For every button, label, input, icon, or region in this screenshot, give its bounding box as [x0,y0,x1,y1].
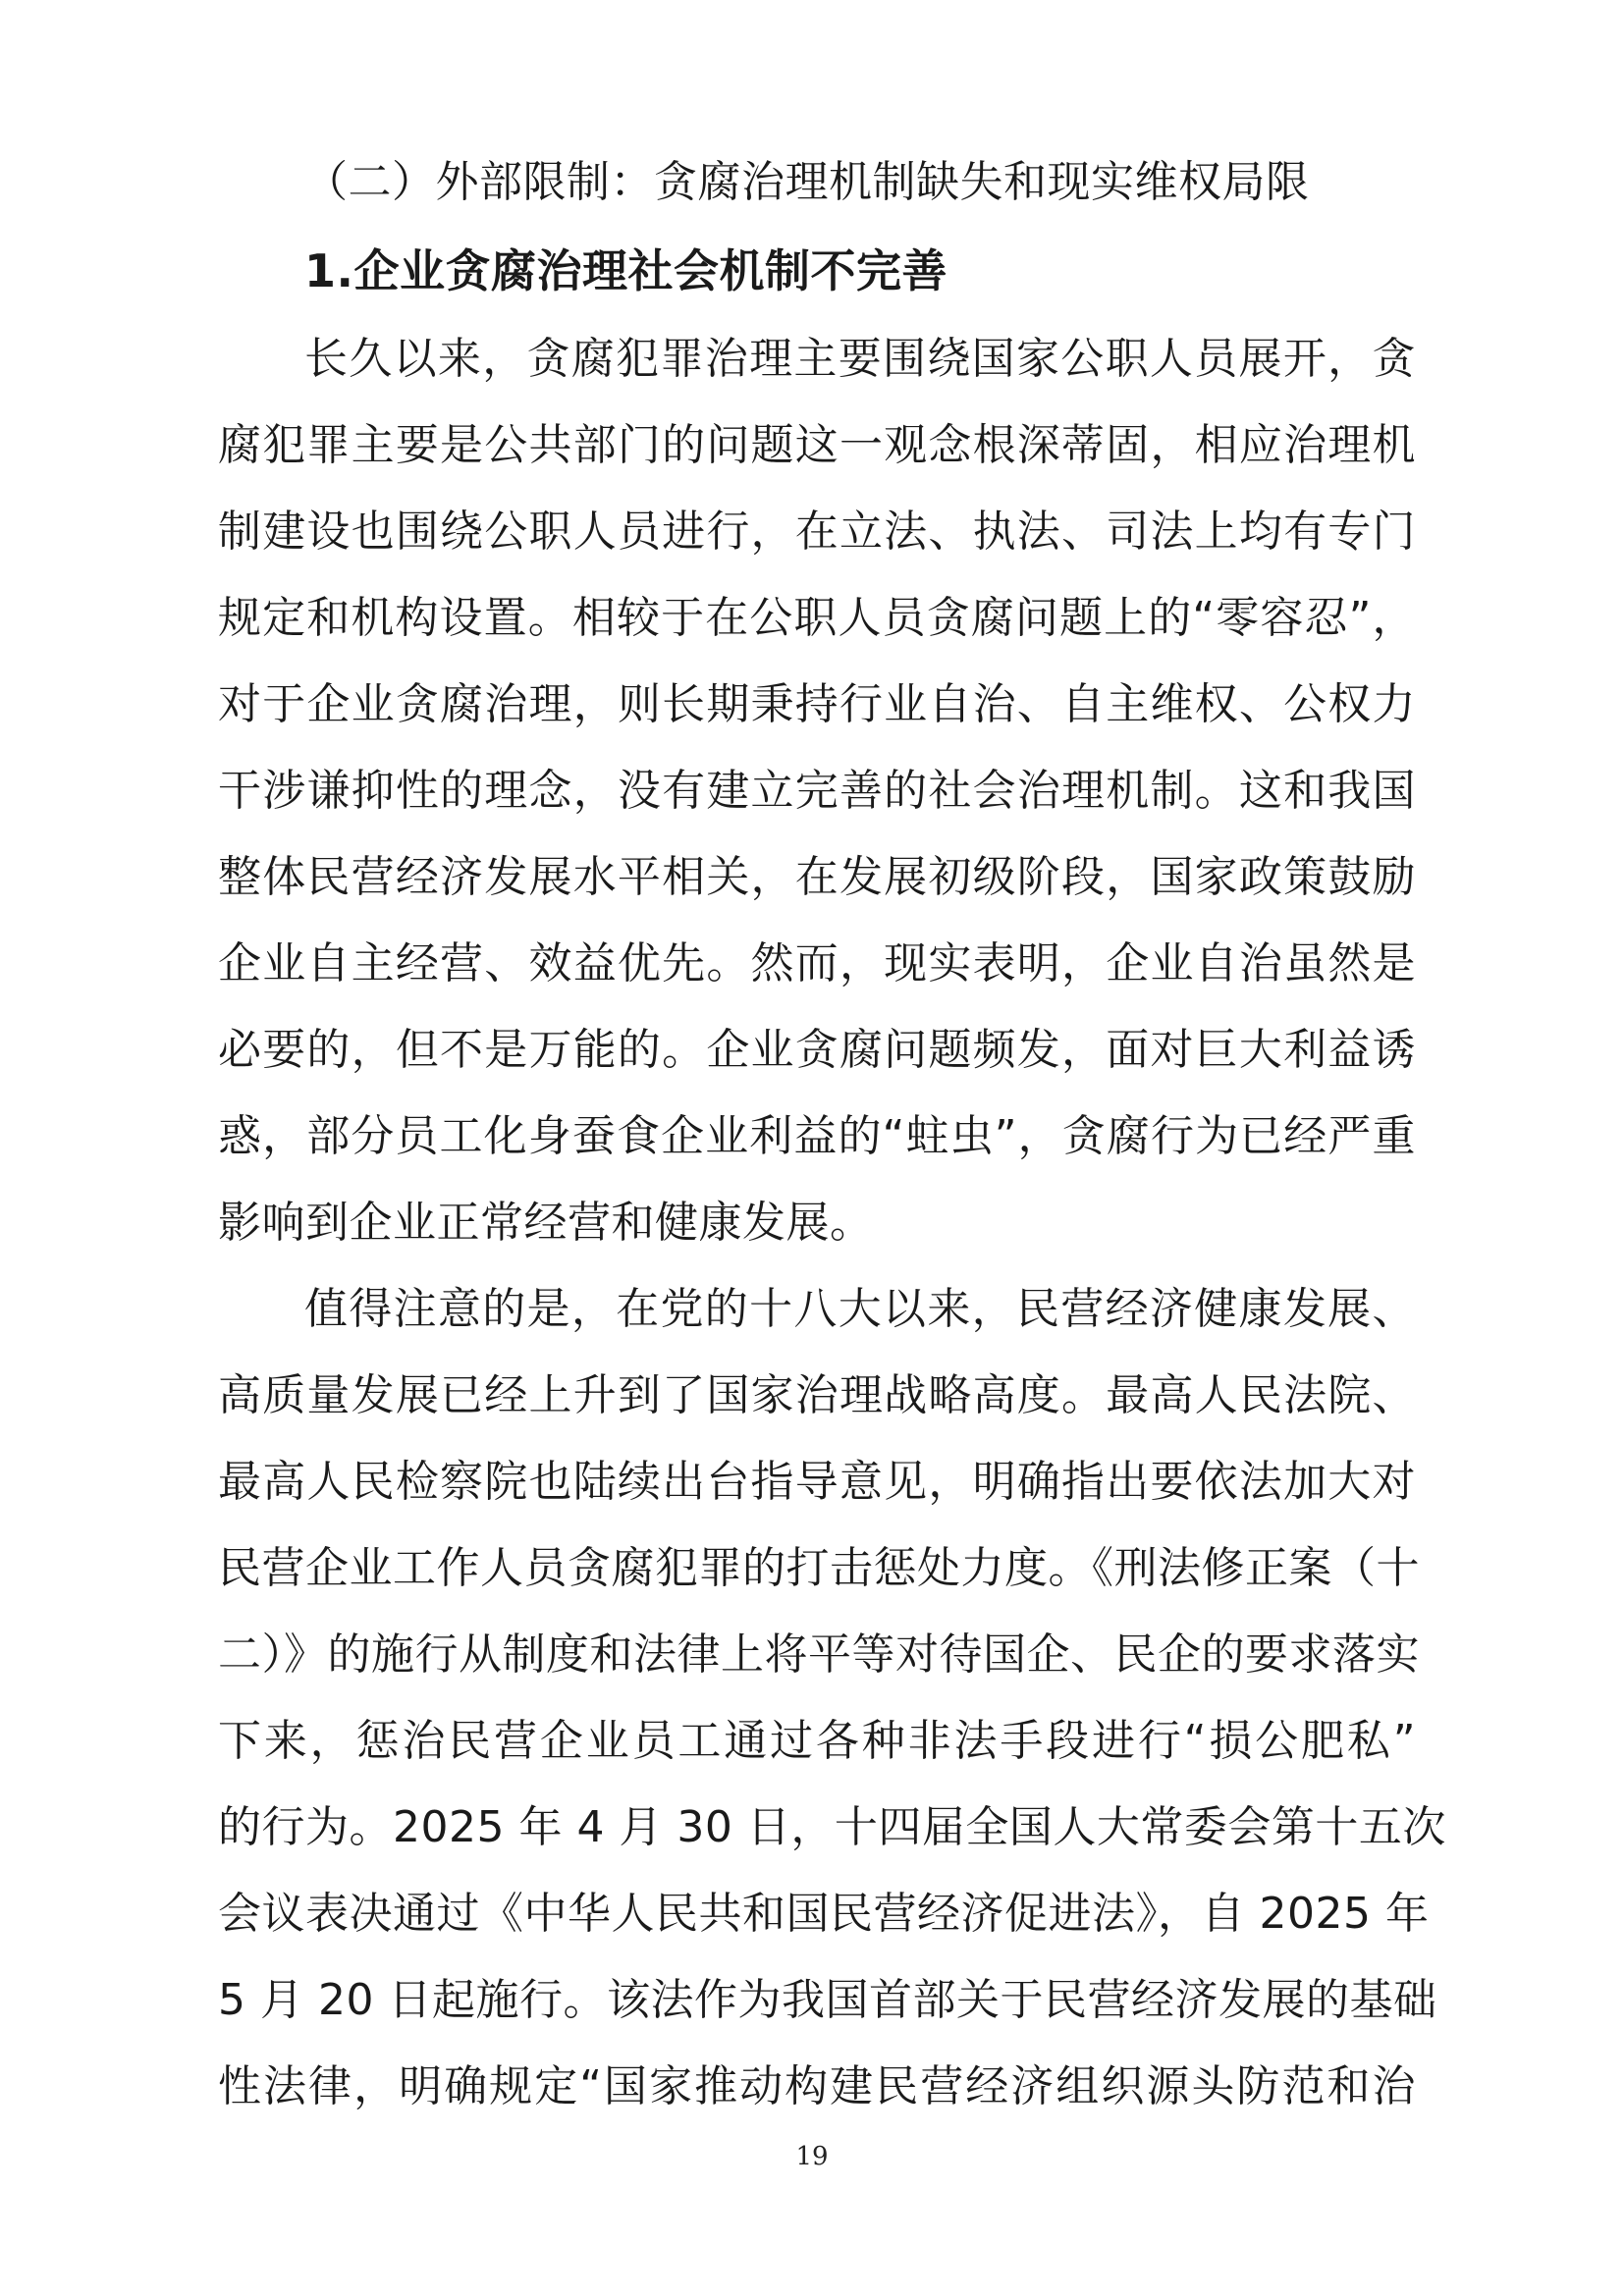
paragraph-line: 腐犯罪主要是公共部门的问题这一观念根深蒂固，相应治理机 [218,420,1416,470]
paragraph-line: 高质量发展已经上升到了国家治理战略高度。最高人民法院、 [218,1370,1416,1420]
paragraph-line: 最高人民检察院也陆续出台指导意见，明确指出要依法加大对 [218,1457,1416,1507]
paragraph-line: 值得注意的是，在党的十八大以来，民营经济健康发展、 [304,1284,1416,1334]
paragraph-line: 二）》的施行从制度和法律上将平等对待国企、民企的要求落实 [218,1629,1420,1680]
paragraph-line: 性法律，明确规定“国家推动构建民营经济组织源头防范和治 [218,2061,1416,2111]
paragraph-line: 的行为。2025 年 4 月 30 日，十四届全国人大常委会第十五次 [218,1802,1446,1852]
paragraph-line: 惑，部分员工化身蚕食企业利益的“蛀虫”，贪腐行为已经严重 [218,1111,1416,1161]
section-heading: （二）外部限制：贪腐治理机制缺失和现实维权局限 [304,157,1310,207]
paragraph-line: 制建设也围绕公职人员进行，在立法、执法、司法上均有专门 [218,507,1416,557]
paragraph-line: 会议表决通过《中华人民共和国民营经济促进法》，自 2025 年 [218,1889,1430,1939]
paragraph-line: 必要的，但不是万能的。企业贪腐问题频发，面对巨大利益诱 [218,1025,1416,1075]
paragraph-line: 下来，惩治民营企业员工通过各种非法手段进行“损公肥私” [218,1716,1416,1766]
paragraph-line: 民营企业工作人员贪腐犯罪的打击惩处力度。《刑法修正案（十 [218,1543,1420,1593]
paragraph-line: 对于企业贪腐治理，则长期秉持行业自治、自主维权、公权力 [218,679,1416,729]
page-number: 19 [795,2142,829,2171]
paragraph-line: 长久以来，贪腐犯罪治理主要围绕国家公职人员展开，贪 [304,334,1416,384]
paragraph-line: 5 月 20 日起施行。该法作为我国首部关于民营经济发展的基础 [218,1975,1437,2025]
paragraph-line: 规定和机构设置。相较于在公职人员贪腐问题上的“零容忍”， [218,593,1416,643]
paragraph-line: 企业自主经营、效益优先。然而，现实表明，企业自治虽然是 [218,938,1416,988]
subsection-heading: 1.企业贪腐治理社会机制不完善 [304,244,947,297]
paragraph-line: 影响到企业正常经营和健康发展。 [218,1198,874,1248]
paragraph-line: 干涉谦抑性的理念，没有建立完善的社会治理机制。这和我国 [218,766,1416,816]
paragraph-line: 整体民营经济发展水平相关，在发展初级阶段，国家政策鼓励 [218,852,1416,902]
